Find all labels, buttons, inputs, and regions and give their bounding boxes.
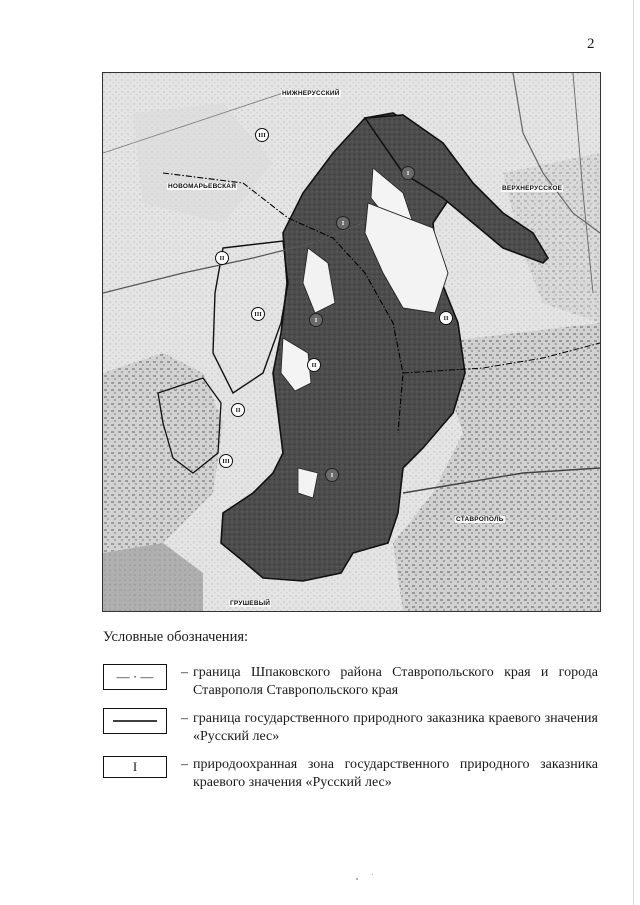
label-grushevsky: ГРУШЕВЫЙ xyxy=(230,600,271,607)
zone-badge-ii-west: II xyxy=(215,251,229,265)
map-graphic xyxy=(103,73,600,611)
scan-speck xyxy=(372,874,373,875)
zone-badge-ii-southwest: II xyxy=(231,403,245,417)
zone-badge-i-center: I xyxy=(336,216,350,230)
zone-badge-ii-center: II xyxy=(307,358,321,372)
zone-badge-iii-west: III xyxy=(251,307,265,321)
page-edge xyxy=(633,0,634,905)
solid-line-icon xyxy=(113,719,157,723)
zone-badge-i-south: I xyxy=(325,468,339,482)
legend-symbol-solid-line xyxy=(103,708,167,734)
label-nizhnerussky: НИЖНЕРУССКИЙ xyxy=(282,90,340,97)
label-stavropol: СТАВРОПОЛЬ xyxy=(456,516,504,523)
legend-symbol-zone: I xyxy=(103,756,167,778)
zone-badge-i-northeast: I xyxy=(401,166,415,180)
legend-title: Условные обозначения: xyxy=(103,629,249,645)
label-verkhnerusskoe: ВЕРХНЕРУССКОЕ xyxy=(502,185,563,192)
zone-badge-i-middle: I xyxy=(309,313,323,327)
legend-text-reserve-boundary: – граница государственного природного заказника краевого значения «Русский лес» xyxy=(181,711,598,744)
legend-text-protection-zone: – природоохранная зона государственного природного заказника краевого значения «Русский лес» xyxy=(181,757,598,790)
label-novomaryevskaya: НОВОМАРЬЕВСКАЯ xyxy=(168,183,237,190)
reserve-map xyxy=(102,72,601,612)
page-number: 2 xyxy=(587,36,595,52)
legend-symbol-dash-dot: — · — xyxy=(103,664,167,690)
zone-badge-iii-southwest: III xyxy=(219,454,233,468)
zone-badge-ii-east: II xyxy=(439,311,453,325)
zone-badge-iii-north: III xyxy=(255,128,269,142)
scan-speck xyxy=(356,878,358,880)
legend-text-district-boundary: – граница Шпаковского района Ставропольского края и города Ставрополя Ставропольского края xyxy=(181,665,598,698)
